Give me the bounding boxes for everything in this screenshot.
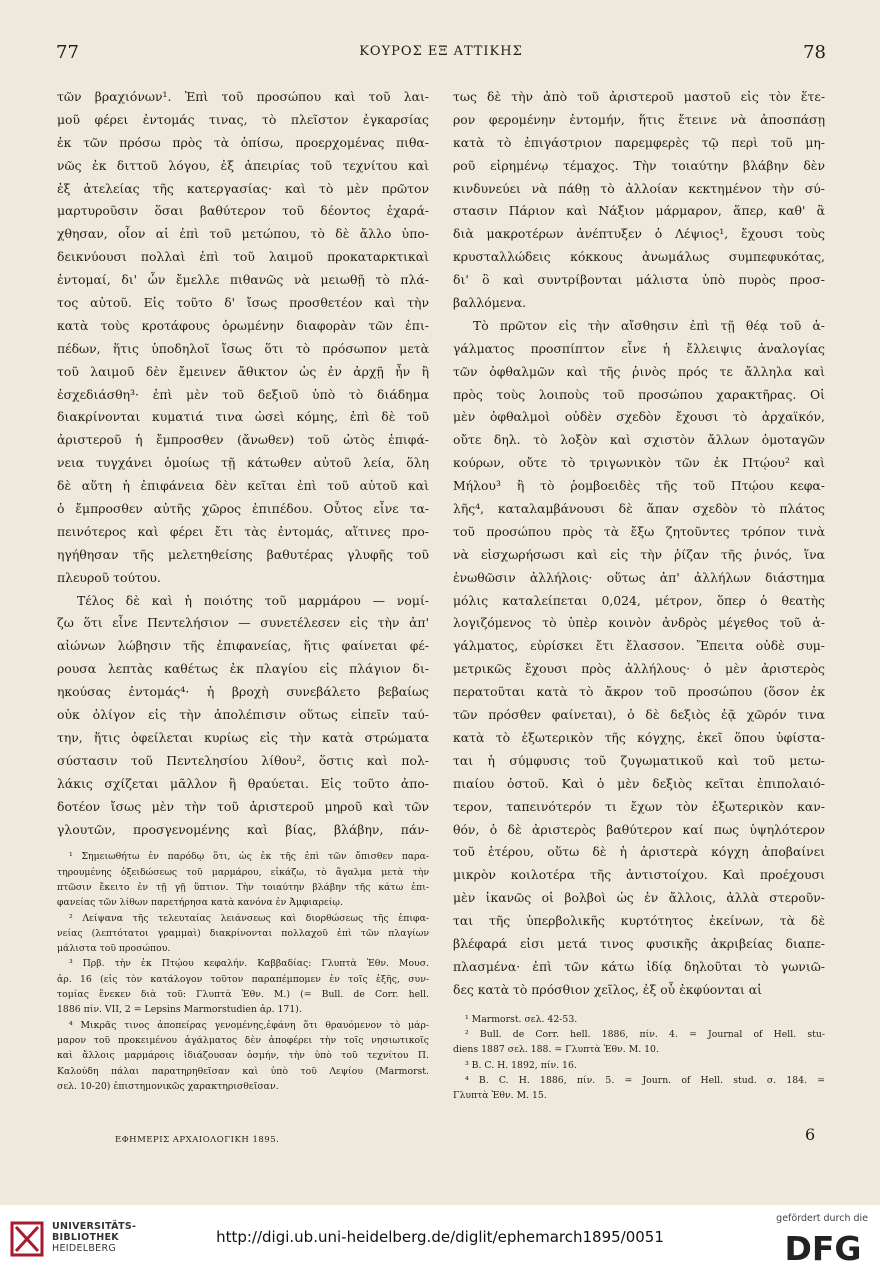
text-line: κατὰ τὸ ἐξωτερικὸν τῆς κόγχης, ἐκεῖ ὅπου ὑφίστα-: [453, 729, 825, 745]
left-body-text: [57, 86, 429, 841]
text-line: ἐντομαί, δι' ὧν ἔμελλε πιθανῶς νὰ μειωθῇ τὸ πλά-: [57, 272, 429, 288]
right-footnotes: [453, 1012, 825, 1104]
text-line: τος αὐτοῦ. Εἰς τοῦτο δ' ἴσως προσθετέον καὶ τὴν: [57, 295, 429, 311]
text-line: Τέλος δὲ καὶ ἡ ποιότης τοῦ μαρμάρου — νομί-: [77, 592, 429, 608]
text-line: νῶς ἐκ διττοῦ λόγου, ἐξ ἀπειρίας τοῦ τεχνίτου καὶ: [57, 157, 429, 173]
text-line: μόλις καταλείπεται 0,024, μέτρον, ὅπερ ὁ θεατὴς: [453, 592, 825, 608]
footnote-line: ³ Πρβ. τὴν ἐκ Πτῴου κεφαλήν. Καββαδίας: Γλυπτὰ Ἐθν. Μουσ.: [69, 958, 429, 970]
text-line: κατὰ τοὺς κροτάφους ὁρωμένην διαφορὰν τῶν ἐπι-: [57, 317, 429, 333]
text-line: βλέφαρά εἰσι μετά τινος φυσικῆς ἀκριβείας διαπε-: [453, 935, 825, 951]
text-line: πιαίου ὀστοῦ. Καὶ ὁ μὲν δεξιὸς κεῖται ἐπιπολαιό-: [453, 775, 825, 791]
footnote-line: φανείας τῶν λίθων παρετήρησα κατὰ κανόνα ἐν Ἀμφιαρείῳ.: [57, 897, 343, 909]
text-line: νεια τυγχάνει ὁμοίως τῇ κάτωθεν αὐτοῦ λεία, ὅλη: [57, 455, 429, 471]
text-line: τῶν ὀφθαλμῶν καὶ τῆς ῥινὸς πρός τε ἄλληλα καὶ: [453, 363, 825, 379]
page-number-left: 77: [56, 42, 79, 63]
text-line: την, ἥτις ὀφείλεται κυρίως εἰς τὴν κατὰ στρώματα: [57, 729, 429, 745]
running-title: ΚΟΥΡΟΣ ΕΞ ΑΤΤΙΚΗΣ: [359, 44, 523, 59]
footnote-line: 1886 πίν. VII, 2 = Lepsins Marmorstudien ἀρ. 171).: [57, 1004, 302, 1016]
text-line: γάλματος, εὑρίσκει ἔτι ἔλασσον. Ἔπειτα οὐδὲ συμ-: [453, 638, 825, 654]
footnote-line: καὶ ἄλλοις μαρμάροις ἰδιάζουσαν ὀσμήν, τὴν ὑπὸ τοῦ τεχνίτου Π.: [57, 1050, 429, 1062]
text-line: ἀριστεροῦ ἡ ἔμπροσθεν (ἄνωθεν) τοῦ ὠτὸς ἐπιφά-: [57, 432, 429, 448]
text-line: μαρτυροῦσιν ὅσαι βαθύτερον τοῦ δέοντος ἐχαρά-: [57, 203, 429, 219]
text-line: μοῦ φέρει ἐντομάς τινας, τὸ πλεῖστον ἐγκαρσίας: [57, 111, 429, 127]
text-line: γλουτῶν, προσγενομένης καὶ βίας, βλάβην, πάν-: [57, 821, 429, 837]
text-line: τως δὲ τὴν ἀπὸ τοῦ ἀριστεροῦ μαστοῦ εἰς τὸν ἕτε-: [453, 89, 825, 104]
footnote-line: μαρον τοῦ προκειμένου ἀγάλματος δὲν ἀποφέρει τὴν τοῖς νησιωτικοῖς: [57, 1034, 429, 1046]
text-line: δεικνύουσι πολλαὶ ἐπὶ τοῦ λαιμοῦ προκαταρκτικαὶ: [57, 249, 429, 265]
text-line: ται τῆς ὑπερβολικῆς κυρτότητος ἐκείνων, τὰ δὲ: [453, 913, 825, 929]
text-line: κούρων, οὔτε τὸ τριγωνικὸν τῶν ἐκ Πτῴου² καὶ: [453, 455, 825, 471]
text-line: δι' ὃ καὶ συντρίβονται μάλιστα ὑπὸ πυρὸς προσ-: [453, 272, 825, 288]
dfg-logo-text: DFG: [784, 1229, 862, 1265]
text-line: πέδων, ἥτις ὑποδηλοῖ ἴσως ὅτι τὸ πρόσωπον μετὰ: [57, 340, 429, 356]
running-head: [56, 42, 826, 64]
footnote-line: πτῶσιν ἔκειτο ἐν τῇ γῇ ὕπτιον. Τὴν τοιαύτην βλάβην τῆς κάτω ἐπι-: [57, 881, 429, 893]
text-line: θόν, ὁ δὲ ἀριστερὸς βαθύτερον καί πως ὑψηλότερον: [453, 821, 825, 837]
text-line: ροῦ εἰρημένῳ τέμαχος. Τὴν τοιαύτην βλάβην δὲν: [453, 157, 825, 173]
text-line: πλευροῦ τούτου.: [57, 569, 161, 585]
text-line: μετρικῶς ἔχουσι πρὸς ἀλλήλους· ὁ μὲν ἀριστερὸς: [453, 661, 825, 677]
footnote-line: ¹ Marmorst. σελ. 42-53.: [465, 1013, 578, 1025]
text-line: τοῦ ἑτέρου, οὕτω δὲ ἡ ἀριστερὰ κόγχη ἀποβαίνει: [453, 844, 825, 860]
text-line: δοτέον ἴσως μὲν τὴν τοῦ ἀριστεροῦ μηροῦ καὶ τῶν: [57, 798, 429, 814]
left-column: [57, 86, 429, 1094]
text-line: διὰ μακροτέρων ἀνέπτυξεν ὁ Λέψιος¹, ἔχουσι τοὺς: [453, 226, 825, 242]
footnote-line: diens 1887 σελ. 188. = Γλυπτὰ Ἐθν. Μ. 10.: [453, 1044, 659, 1056]
text-line: ηγήθησαν τῆς μελετηθείσης βαθυτέρας γλυφῆς τοῦ: [57, 546, 429, 562]
footnote-line: ⁴ Μικρᾶς τινος ἀποπείρας γενομένης,ἐφάνη ὅτι θραυόμενον τὸ μάρ-: [69, 1019, 429, 1031]
text-line: βαλλόμενα.: [453, 295, 527, 311]
footnote-line: Καλούδη πάλαι παρατηρηθεῖσαν καὶ ὑπὸ τοῦ Λεψίου (Marmorst.: [57, 1065, 429, 1077]
text-line: κινδυνεύει νὰ πάθῃ τὸ ἀλλοίαν κεκτημένον τὴν σύ-: [453, 180, 825, 196]
text-line: τοῦ προσώπου πρὸς τὰ ἔξω ζητοῦντες τρόπον τινὰ: [453, 523, 825, 539]
text-line: ἐξ ἀτελείας τῆς κατεργασίας· καὶ τὸ μὲν πρῶτον: [57, 180, 429, 196]
footnote-line: Γλυπτὰ Ἐθν. Μ. 15.: [453, 1090, 547, 1102]
text-line: μὲν ἱκανῶς οἱ βολβοὶ ὡς ἐν ἄλλοις, ἀλλὰ στεροῦν-: [453, 890, 825, 906]
footnote-line: ² Λείψανα τῆς τελευταίας λειάνσεως καὶ διορθώσεως τῆς ἐπιφα-: [69, 912, 429, 924]
text-line: πεινότερος καὶ φέρει ἔτι τὰς ἐντομάς, αἵτινες προ-: [57, 523, 429, 539]
text-line: περατοῦται κατὰ τὸ ἄκρον τοῦ προσώπου (ὅσον ἐκ: [453, 684, 825, 700]
text-line: γάλματος προσπίπτον εἶνε ἡ ἔλλειψις ἀναλογίας: [453, 340, 825, 356]
text-line: Μήλου³ ἢ τὸ ῥομβοειδὲς τῆς τοῦ Πτῴου κεφα-: [453, 478, 825, 494]
text-line: ἐσχεδιάσθη³· ἐπὶ μὲν τοῦ δεξιοῦ ὑπὸ τὸ διάδημα: [57, 386, 429, 402]
institution-name: UNIVERSITÄTS- BIBLIOTHEK HEIDELBERG: [52, 1221, 137, 1254]
text-line: τερον, ταπεινότερόν τι ἔχων τὸν ἐξωτερικὸν καν-: [453, 798, 825, 814]
text-line: κατὰ τὸ ἐπιγάστριον παρεμφερὲς τῷ περὶ τοῦ μη-: [453, 134, 825, 150]
footnote-line: ⁴ B. C. H. 1886, πίν. 5. = Journ. of Hell. stud. σ. 184. =: [465, 1074, 825, 1086]
text-line: λογιζόμενος τὸ ὑπὲρ κοινὸν ἀνδρὸς μέγεθος τοῦ ἀ-: [453, 615, 825, 631]
text-line: ἐκ τῶν πρόσω πρὸς τὰ ὀπίσω, προερχομένας πιθα-: [57, 134, 429, 150]
text-line: νὰ εἰσχωρήσωσι καὶ εἰς τὴν ῥίζαν τῆς ῥινός, ἵνα: [453, 546, 825, 562]
text-line: πλασμένα· ἐπὶ τῶν κάτω ἰδίᾳ δηλοῦται τὸ γωνιῶ-: [453, 958, 825, 974]
text-line: κρυσταλλώδεις κόκκους ἀνωμάλως συμπεφυκότας,: [453, 249, 825, 265]
left-footnotes: [57, 849, 429, 1094]
right-body-text: [453, 86, 825, 1002]
right-column: [453, 86, 825, 1103]
text-line: δὲ αὕτη ἡ ἐπιφάνεια δὲν κεῖται ἐπὶ τοῦ αὐτοῦ καὶ: [57, 478, 429, 494]
text-line: λῆς⁴, καταλαμβάνουσι δὲ ἅπαν σχεδὸν τὸ πλάτος: [453, 501, 825, 517]
text-line: αἰώνων λώβησιν τῆς ἐπιφανείας, ἥτις φαίνεται φέ-: [57, 638, 429, 654]
signature-mark: 6: [805, 1125, 816, 1144]
text-line: τῶν βραχιόνων¹. Ἐπὶ τοῦ προσώπου καὶ τοῦ λαι-: [57, 89, 429, 104]
footnote-line: ¹ Σημειωθήτω ἐν παρόδῳ ὅτι, ὡς ἐκ τῆς ἐπὶ τῶν ὄπισθεν παρα-: [69, 851, 429, 863]
text-line: οὔτε δηλ. τὸ λοξὸν καὶ σχιστὸν ἄλλων ὁμοταγῶν: [453, 432, 825, 448]
journal-signature-line: ΕΦΗΜΕΡΙΣ ΑΡΧΑΙΟΛΟΓΙΚΗ 1895.: [115, 1135, 280, 1145]
page-number-right: 78: [803, 42, 826, 63]
dfg-logo-icon: [780, 1229, 866, 1265]
text-line: διακρίνονται κυματιά τινα ὡσεὶ κόμης, ἐπὶ δὲ τοῦ: [57, 409, 429, 425]
footnote-line: ² Bull. de Corr. hell. 1886, πίν. 4. = Journal of Hell. stu-: [465, 1028, 825, 1040]
text-line: ὁ ἔμπροσθεν αὐτῆς χῶρος ἐπιπέδου. Οὗτος εἶνε τα-: [57, 501, 429, 517]
text-line: πρὸς τοὺς λοιποὺς τοῦ προσώπου χαρακτῆρας. Οἱ: [453, 386, 825, 402]
footnote-line: σελ. 10-20) ἐπιστημονικῶς χαρακτηρισθεῖσαν.: [57, 1080, 279, 1092]
footnote-line: ἀρ. 16 (εἰς τὸν κατάλογον τοῦτον παραπέμπομεν ἐν τοῖς ἑξῆς, συν-: [57, 973, 429, 985]
text-line: στασιν Πάριον καὶ Νάξιον μάρμαρον, ἅπερ, καθ' ἃ: [453, 203, 825, 219]
text-line: ζω ὅτι εἶνε Πεντελήσιον — συνετέλεσεν εἰς τὴν ἀπ': [57, 615, 429, 631]
text-line: μὲν ὀφθαλμοὶ οὐδὲν σχεδὸν ἔχουσι τὸ ἀρχαϊκόν,: [453, 409, 825, 425]
text-line: ρουσα λεπτὰς καθέτως ἐκ πλαγίου εἰς πλάγιον δι-: [57, 661, 429, 677]
permalink-url[interactable]: http://digi.ub.uni-heidelberg.de/diglit/ephemarch1895/0051: [216, 1228, 664, 1246]
footnote-line: τηρουμένης ὀξειδώσεως τοῦ μαρμάρου, εἰκάζω, τὸ ἄγαλμα μετὰ τὴν: [57, 866, 429, 878]
footnote-line: ³ B. C. H. 1892, πίν. 16.: [465, 1059, 577, 1071]
footnote-line: νείας (λεπτότατοι γραμμαὶ) διακρίνονται πολλαχοῦ ἐπὶ τῶν πλαγίων: [57, 927, 429, 939]
text-line: λάκις σχίζεται μᾶλλον ἢ θραύεται. Εἰς τοῦτο ἀπο-: [57, 775, 429, 791]
footnote-line: μάλιστα τοῦ προσώπου.: [57, 943, 171, 955]
text-line: ἑνωθῶσιν ἀλλήλοις· οὕτως ἀπ' ἀλλήλων διάστημα: [453, 569, 825, 585]
text-line: μικρὸν κοιλοτέρα τῆς ἀντιστοίχου. Καὶ προέχουσι: [453, 867, 825, 883]
text-line: ηκούσας ἐντομάς⁴· ἡ βροχὴ συνεβάλετο βεβαίως: [57, 684, 429, 700]
text-line: οὐκ ὀλίγον εἰς τὴν ἀπολέπισιν οὕτως εἰπεῖν ταύ-: [57, 707, 429, 723]
text-line: τοῦ λαιμοῦ δὲν ἔμεινεν ἄθικτον ὡς ἐν ἀρχῇ ἦν ἢ: [57, 363, 429, 379]
text-line: σύστασιν τοῦ Πεντελησίου λίθου², ὅστις καὶ πολ-: [57, 752, 429, 768]
footnote-line: τομίας ἕνεκεν διὰ τοῦ: Γλυπτὰ Ἐθν. Μ.) (= Bull. de Corr. hell.: [57, 989, 429, 1001]
text-line: Τὸ πρῶτον εἰς τὴν αἴσθησιν ἐπὶ τῇ θέᾳ τοῦ ἀ-: [473, 317, 825, 333]
funding-note: gefördert durch die: [776, 1213, 868, 1224]
text-line: ται ἡ σύμφυσις τοῦ ζυγωματικοῦ καὶ τοῦ μετω-: [453, 752, 825, 768]
text-line: δες κατὰ τὸ πρόσθιον χεῖλος, ἐξ οὗ ἐκφύονται αἱ: [453, 981, 762, 997]
text-line: ρον φερομένην ἐντομήν, ἥτις ἔτεινε νὰ ἀποσπάσῃ: [453, 111, 825, 127]
text-line: χθησαν, οἷον αἱ ἐπὶ τοῦ μετώπου, τὸ δὲ ἄλλο ὑπο-: [57, 226, 429, 242]
viewer-footer: [0, 1205, 880, 1273]
text-line: τῶν πρόσθεν φαίνεται), ὁ δὲ δεξιὸς ἐᾷ χῶρόν τινα: [453, 707, 825, 723]
